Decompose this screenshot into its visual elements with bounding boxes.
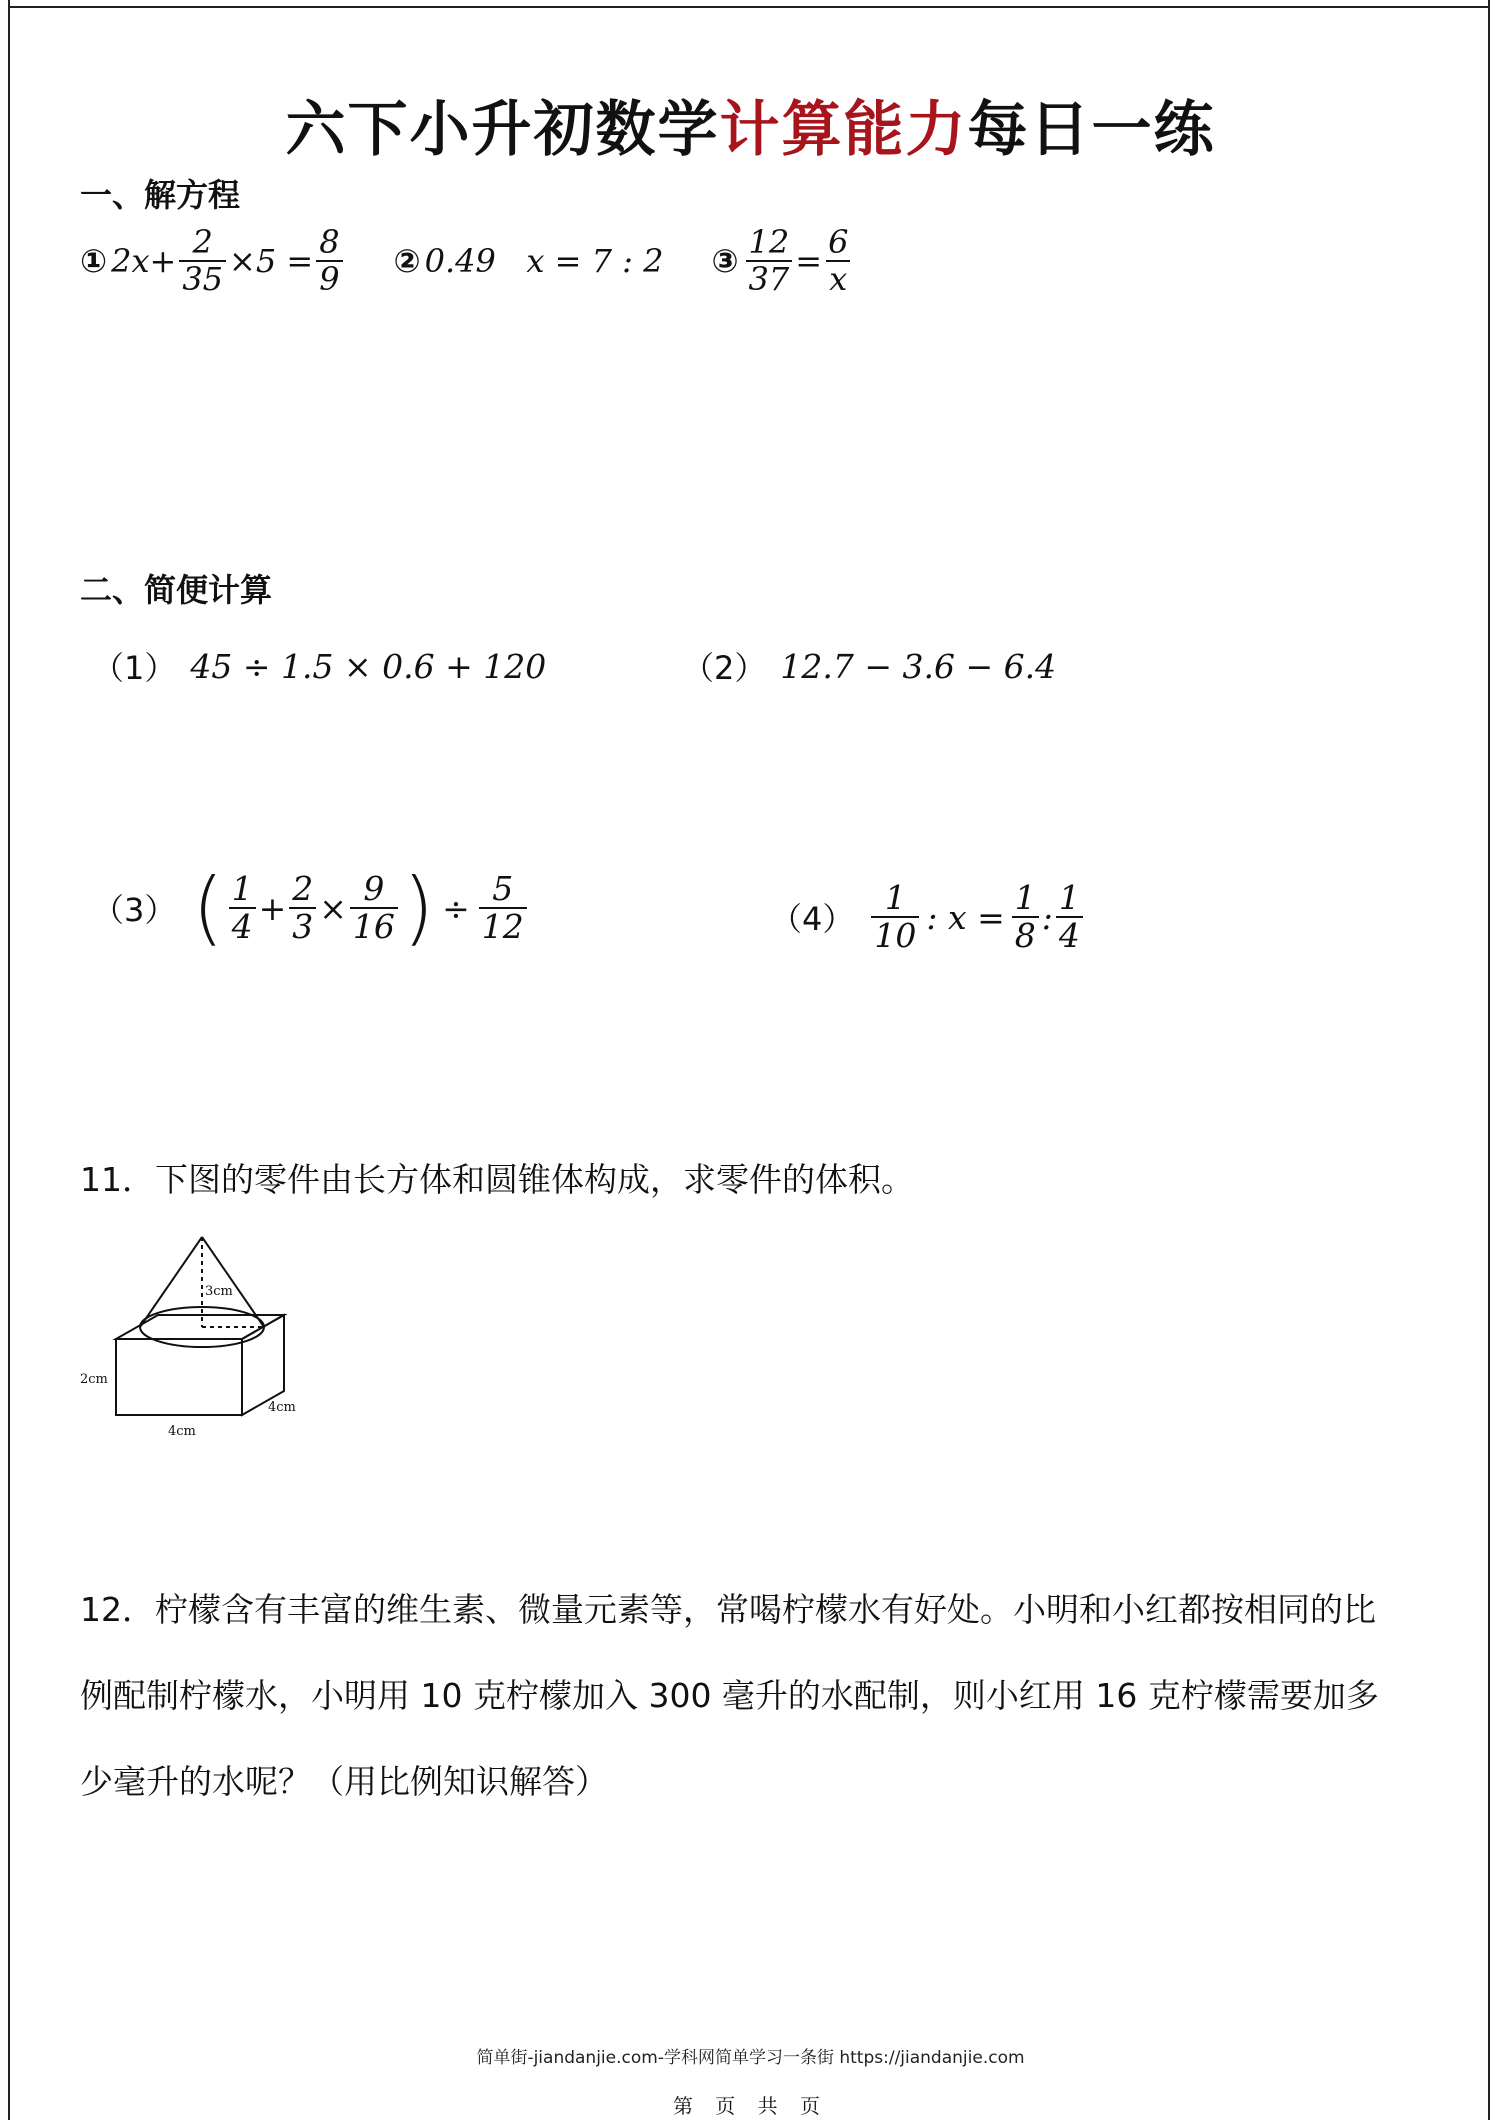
problem-4-label: （4） bbox=[770, 900, 855, 939]
problem-4-frac3 bbox=[1056, 880, 1083, 955]
section2-heading: 二、简便计算 bbox=[80, 571, 273, 609]
equation-3-mark: ③ bbox=[711, 242, 739, 281]
page-border-left bbox=[8, 0, 10, 2120]
box-depth-label: 4cm bbox=[268, 1400, 296, 1415]
problem-2-label: （2） bbox=[682, 649, 767, 687]
equation-3-mid: = bbox=[795, 242, 823, 281]
box-height-label: 2cm bbox=[80, 1372, 108, 1387]
question-12-line2: 例配制柠檬水，小明用 10 克柠檬加入 300 毫升的水配制，则小红用 16 克柠檬需要加多 bbox=[80, 1676, 1379, 1715]
cone-left-edge bbox=[140, 1237, 202, 1327]
equations-row bbox=[80, 225, 902, 297]
page-title bbox=[0, 82, 1501, 168]
frac-denominator: 12 bbox=[479, 907, 527, 945]
frac-numerator: 2 bbox=[292, 868, 314, 908]
title-part2: 每日一练 bbox=[967, 95, 1216, 165]
frac-denominator: 16 bbox=[350, 907, 398, 945]
problem-4 bbox=[770, 880, 1086, 955]
problem-1-label: （1） bbox=[92, 649, 177, 687]
frac-numerator: 6 bbox=[828, 223, 849, 261]
problem-2 bbox=[682, 643, 1056, 689]
frac-numerator: 1 bbox=[884, 878, 906, 917]
problem-2-expr: 12.7 − 3.6 − 6.4 bbox=[780, 646, 1057, 686]
equation-1-mid: ×5 = bbox=[229, 242, 314, 281]
box-front-face bbox=[116, 1339, 242, 1415]
problem-4-frac2 bbox=[1012, 880, 1039, 955]
left-paren: ( bbox=[192, 861, 224, 954]
question-12-text bbox=[80, 1575, 1440, 1817]
title-accent: 计算能力 bbox=[719, 95, 968, 165]
equation-1-frac1 bbox=[179, 225, 226, 297]
equation-2 bbox=[394, 242, 664, 280]
question-12-line1: 12．柠檬含有丰富的维生素、微量元素等，常喝柠檬水有好处。小明和小红都按相同的比 bbox=[80, 1590, 1376, 1629]
section1-heading: 一、解方程 bbox=[80, 176, 241, 214]
equation-2-expr: 0.49 x = 7 : 2 bbox=[424, 242, 664, 281]
frac-numerator: 1 bbox=[1058, 878, 1080, 917]
equation-2-mark: ② bbox=[393, 242, 421, 281]
cone-on-box-figure bbox=[72, 1225, 332, 1465]
frac-denominator: 3 bbox=[289, 907, 316, 945]
box-width-label: 4cm bbox=[168, 1424, 196, 1439]
problem-1 bbox=[92, 643, 546, 689]
question-12-line3: 少毫升的水呢？（用比例知识解答） bbox=[80, 1762, 608, 1801]
problem-4-colon: : bbox=[1041, 897, 1053, 937]
frac-numerator: 2 bbox=[192, 223, 213, 261]
problem-3 bbox=[92, 861, 530, 954]
frac-denominator: 4 bbox=[1056, 916, 1083, 954]
footer-page: 第 页 共 页 bbox=[672, 2094, 829, 2118]
problem-4-frac1 bbox=[871, 880, 919, 955]
page-border-right bbox=[1488, 0, 1490, 2120]
problem-3-plus: + bbox=[258, 888, 287, 928]
frac-denominator: 8 bbox=[1012, 916, 1039, 954]
equation-1 bbox=[80, 225, 346, 297]
right-paren: ) bbox=[402, 861, 435, 954]
frac-denominator: 37 bbox=[746, 260, 793, 297]
problem-1-expr: 45 ÷ 1.5 × 0.6 + 120 bbox=[190, 646, 547, 686]
frac-denominator: x bbox=[826, 260, 850, 297]
equation-3 bbox=[711, 225, 854, 297]
frac-denominator: 4 bbox=[229, 907, 256, 945]
problem-3-frac4 bbox=[479, 868, 527, 946]
problem-3-label: （3） bbox=[92, 891, 177, 929]
equation-3-frac2 bbox=[825, 225, 851, 297]
equation-1-lead: 2x+ bbox=[111, 242, 177, 281]
frac-numerator: 9 bbox=[363, 868, 385, 908]
frac-numerator: 1 bbox=[231, 868, 253, 908]
problem-3-times: × bbox=[319, 888, 347, 928]
equation-1-mark: ① bbox=[80, 242, 108, 281]
frac-numerator: 1 bbox=[1014, 878, 1036, 917]
footer-source: 简单街-jiandanjie.com-学科网简单学习一条街 https://jiandanjie.com bbox=[476, 2048, 1025, 2068]
question-11-text: 11．下图的零件由长方体和圆锥体构成，求零件的体积。 bbox=[80, 1160, 914, 1199]
problem-3-frac2 bbox=[289, 868, 316, 946]
cone-right-edge bbox=[202, 1237, 264, 1327]
page-border-top bbox=[8, 6, 1490, 8]
problem-3-frac3 bbox=[350, 868, 398, 946]
title-part1: 六下小升初数学 bbox=[285, 95, 720, 165]
cone-height-label: 3cm bbox=[205, 1284, 233, 1299]
problem-4-mid: : x = bbox=[926, 897, 1005, 937]
frac-numerator: 5 bbox=[492, 868, 514, 908]
equation-1-frac2 bbox=[316, 225, 342, 297]
equation-3-frac1 bbox=[746, 225, 793, 297]
frac-denominator: 35 bbox=[179, 260, 226, 297]
problem-3-div: ÷ bbox=[442, 888, 470, 928]
problem-3-frac1 bbox=[229, 868, 256, 946]
frac-numerator: 12 bbox=[748, 223, 790, 261]
frac-denominator: 9 bbox=[316, 260, 342, 297]
frac-denominator: 10 bbox=[871, 916, 919, 954]
frac-numerator: 8 bbox=[319, 223, 340, 261]
